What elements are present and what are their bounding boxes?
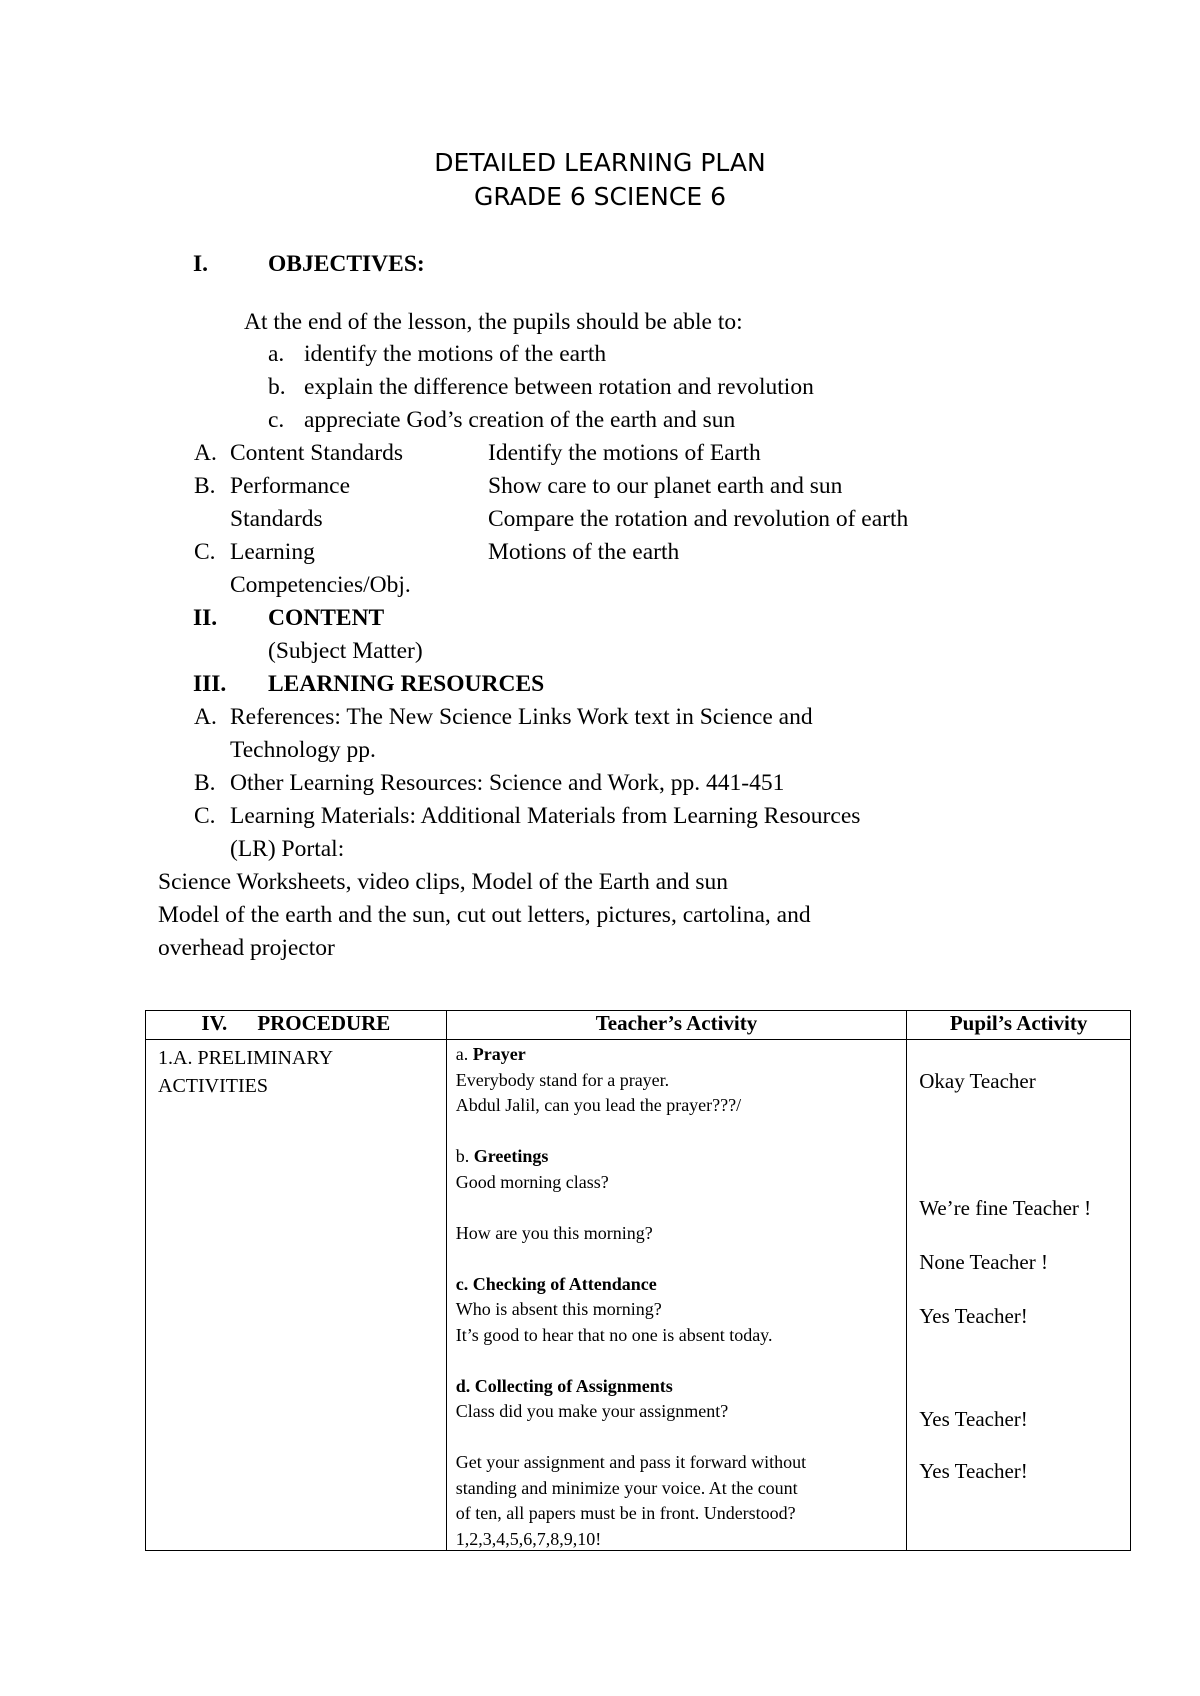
materials-line: Science Worksheets, video clips, Model of the Earth and sun <box>158 869 729 895</box>
competencies-value: Motions of the earth <box>488 539 680 565</box>
objective-marker: a. <box>268 341 285 367</box>
resource-item: References: The New Science Links Work text in Science and <box>230 704 813 730</box>
greetings-heading <box>456 1144 806 1170</box>
content-standards-value: Identify the motions of Earth <box>488 440 761 466</box>
objectives-intro: At the end of the lesson, the pupils should be able to: <box>244 309 743 335</box>
procedure-step: 1.A. PRELIMINARY <box>158 1047 334 1069</box>
teacher-line: Who is absent this morning? <box>455 1299 662 1319</box>
objective-item: appreciate God’s creation of the earth and sun <box>304 407 736 433</box>
document-subtitle: GRADE 6 SCIENCE 6 <box>474 182 726 211</box>
teacher-line: Abdul Jalil, can you lead the prayer???/ <box>455 1095 742 1115</box>
table-row <box>146 1040 1131 1551</box>
procedure-header-label: PROCEDURE <box>257 1011 391 1035</box>
performance-standards-label: Performance <box>230 473 351 499</box>
pupil-response: Yes Teacher! <box>919 1407 1028 1431</box>
procedure-header-numeral: IV. <box>201 1011 228 1035</box>
objective-marker: b. <box>268 374 286 400</box>
teacher-line: Get your assignment and pass it forward without <box>455 1452 807 1472</box>
teacher-line: How are you this morning? <box>455 1222 653 1243</box>
pupil-activity-cell <box>907 1040 1131 1551</box>
resources-numeral: III. <box>193 671 227 697</box>
materials-line: Model of the earth and the sun, cut out letters, pictures, cartolina, and <box>158 902 811 928</box>
teacher-line: Good morning class? <box>455 1171 609 1192</box>
prayer-heading <box>456 1042 806 1068</box>
teacher-line: 1,2,3,4,5,6,7,8,9,10! <box>455 1528 602 1549</box>
table-header-row <box>146 1011 1131 1040</box>
objective-item: identify the motions of the earth <box>304 341 607 367</box>
teacher-line: of ten, all papers must be in front. Understood? <box>455 1503 796 1523</box>
materials-line: overhead projector <box>158 935 335 961</box>
resource-marker: B. <box>194 770 216 796</box>
pupil-response: Yes Teacher! <box>919 1304 1028 1328</box>
teacher-activity-cell <box>446 1040 906 1551</box>
objective-item: explain the difference between rotation and revolution <box>304 374 814 400</box>
objectives-heading: OBJECTIVES: <box>268 251 425 277</box>
teacher-activity-header: Teacher’s Activity <box>446 1011 906 1040</box>
resource-item: Learning Materials: Additional Materials from Learning Resources <box>230 803 861 829</box>
pupil-response: None Teacher ! <box>919 1250 1048 1274</box>
procedure-step-cont: ACTIVITIES <box>158 1075 268 1097</box>
greetings-heading-text: Greetings <box>473 1146 549 1166</box>
assignments-heading: d. Collecting of Assignments <box>455 1375 673 1396</box>
competencies-label-cont: Competencies/Obj. <box>230 572 411 598</box>
procedure-table <box>145 1010 1131 1551</box>
objective-marker: c. <box>268 407 285 433</box>
teacher-line: standing and minimize your voice. At the count <box>455 1477 798 1498</box>
objectives-numeral: I. <box>193 251 209 277</box>
performance-standards-value-cont: Compare the rotation and revolution of earth <box>488 506 909 532</box>
content-heading: CONTENT <box>268 605 385 631</box>
resource-item: Other Learning Resources: Science and Work, pp. 441-451 <box>230 770 785 796</box>
performance-standards-value: Show care to our planet earth and sun <box>488 473 843 499</box>
resource-marker: A. <box>194 704 217 730</box>
greetings-marker: b. <box>455 1146 470 1166</box>
competencies-label: Learning <box>230 539 315 565</box>
resource-item-cont: Technology pp. <box>230 737 376 763</box>
pupil-response: Yes Teacher! <box>919 1459 1028 1483</box>
resource-item-cont: (LR) Portal: <box>230 836 345 862</box>
prayer-heading-text: Prayer <box>472 1044 526 1064</box>
standard-marker: B. <box>194 473 216 499</box>
procedure-header <box>146 1011 447 1040</box>
content-standards-label: Content Standards <box>230 440 403 466</box>
prayer-marker: a. <box>455 1044 469 1064</box>
resources-heading: LEARNING RESOURCES <box>268 671 545 697</box>
standard-marker: A. <box>194 440 217 466</box>
standard-marker: C. <box>194 539 216 565</box>
pupil-response: We’re fine Teacher ! <box>919 1196 1092 1220</box>
pupil-response: Okay Teacher <box>919 1069 1036 1093</box>
teacher-line: Everybody stand for a prayer. <box>455 1069 670 1090</box>
resource-marker: C. <box>194 803 216 829</box>
content-subheading: (Subject Matter) <box>268 638 423 664</box>
teacher-line: Class did you make your assignment? <box>455 1401 729 1421</box>
performance-standards-label-cont: Standards <box>230 506 323 532</box>
attendance-heading: c. Checking of Attendance <box>455 1273 657 1294</box>
content-numeral: II. <box>193 605 218 631</box>
document-title: DETAILED LEARNING PLAN <box>434 148 766 177</box>
procedure-cell <box>146 1040 447 1551</box>
teacher-line: It’s good to hear that no one is absent today. <box>455 1324 773 1345</box>
pupil-activity-header: Pupil’s Activity <box>907 1011 1131 1040</box>
